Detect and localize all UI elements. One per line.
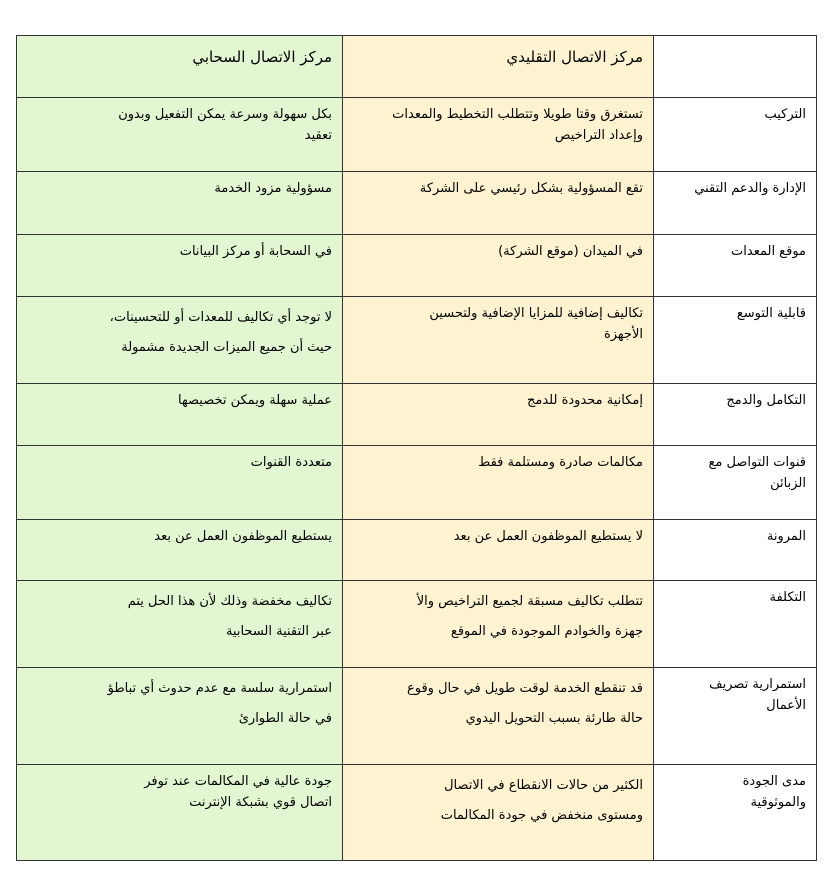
traditional-value: تكاليف إضافية للمزايا الإضافية ولتحسين الأجهزة [429,306,643,342]
cloud-value: عملية سهلة ويمكن تخصيصها [178,393,332,408]
table-row [17,172,817,235]
traditional-value: مكالمات صادرة ومستلمة فقط [478,455,643,470]
table-row [17,668,817,765]
row-label: مدى الجودة والموثوقية [742,774,806,810]
traditional-value: الكثير من حالات الانقطاع في الاتصال ومستوى منخفض في جودة المكالمات [440,778,643,823]
header-cloud-text: مركز الاتصال السحابي [192,48,332,66]
table-row [17,235,817,297]
row-label: الإدارة والدعم التقني [694,181,806,196]
cloud-value: تكاليف مخفضة وذلك لأن هذا الحل يتم عبر التقنية السحابية [127,594,332,639]
row-label: استمرارية تصريف الأعمال [709,677,806,713]
table-row [17,520,817,581]
cloud-value: متعددة القنوات [250,455,332,470]
table-row [17,297,817,384]
table-row [17,98,817,172]
row-label: التكامل والدمج [726,393,806,408]
traditional-value: تقع المسؤولية بشكل رئيسي على الشركة [419,181,643,196]
row-label: التركيب [764,107,806,122]
table-row [17,384,817,446]
cloud-value: يستطيع الموظفون العمل عن بعد [154,529,332,544]
table-row [17,581,817,668]
cloud-value: جودة عالية في المكالمات عند توفر اتصال قوي بشبكة الإنترنت [144,774,332,810]
cloud-value: في السحابة أو مركز البيانات [179,244,332,259]
traditional-value: في الميدان (موقع الشركة) [498,244,643,259]
cloud-value: لا توجد أي تكاليف للمعدات أو للتحسينات، حيث أن جميع الميزات الجديدة مشمولة [109,310,332,355]
header-cloud-cell [17,36,343,98]
row-label: موقع المعدات [731,244,806,259]
traditional-value: إمكانية محدودة للدمج [527,393,643,408]
cloud-value: مسؤولية مزود الخدمة [214,181,332,196]
traditional-value: لا يستطيع الموظفون العمل عن بعد [453,529,643,544]
row-label: التكلفة [769,590,806,605]
table-row [17,446,817,520]
header-row [17,36,817,98]
row-label: قنوات التواصل مع الزبائن [708,455,806,491]
row-label: قابلية التوسع [736,306,806,321]
traditional-value: تتطلب تكاليف مسبقة لجميع التراخيص والأ جهزة والخوادم الموجودة في الموقع [416,594,643,639]
comparison-table-container [16,35,817,861]
row-label: المرونة [766,529,806,544]
cloud-value: استمرارية سلسة مع عدم حدوث أي تباطؤ في حالة الطوارئ [107,681,332,726]
comparison-table [16,35,817,861]
cloud-value: بكل سهولة وسرعة يمكن التفعيل وبدون تعقيد [118,107,332,143]
header-traditional-cell [343,36,654,98]
traditional-value: تستغرق وقتا طويلا وتتطلب التخطيط والمعدات وإعداد التراخيص [392,107,643,143]
table-row [17,765,817,861]
header-traditional-text: مركز الاتصال التقليدي [506,48,643,66]
traditional-value: قد تنقطع الخدمة لوقت طويل في حال وقوع حالة طارئة بسبب التحويل اليدوي [406,681,643,726]
header-empty-cell [654,36,817,98]
